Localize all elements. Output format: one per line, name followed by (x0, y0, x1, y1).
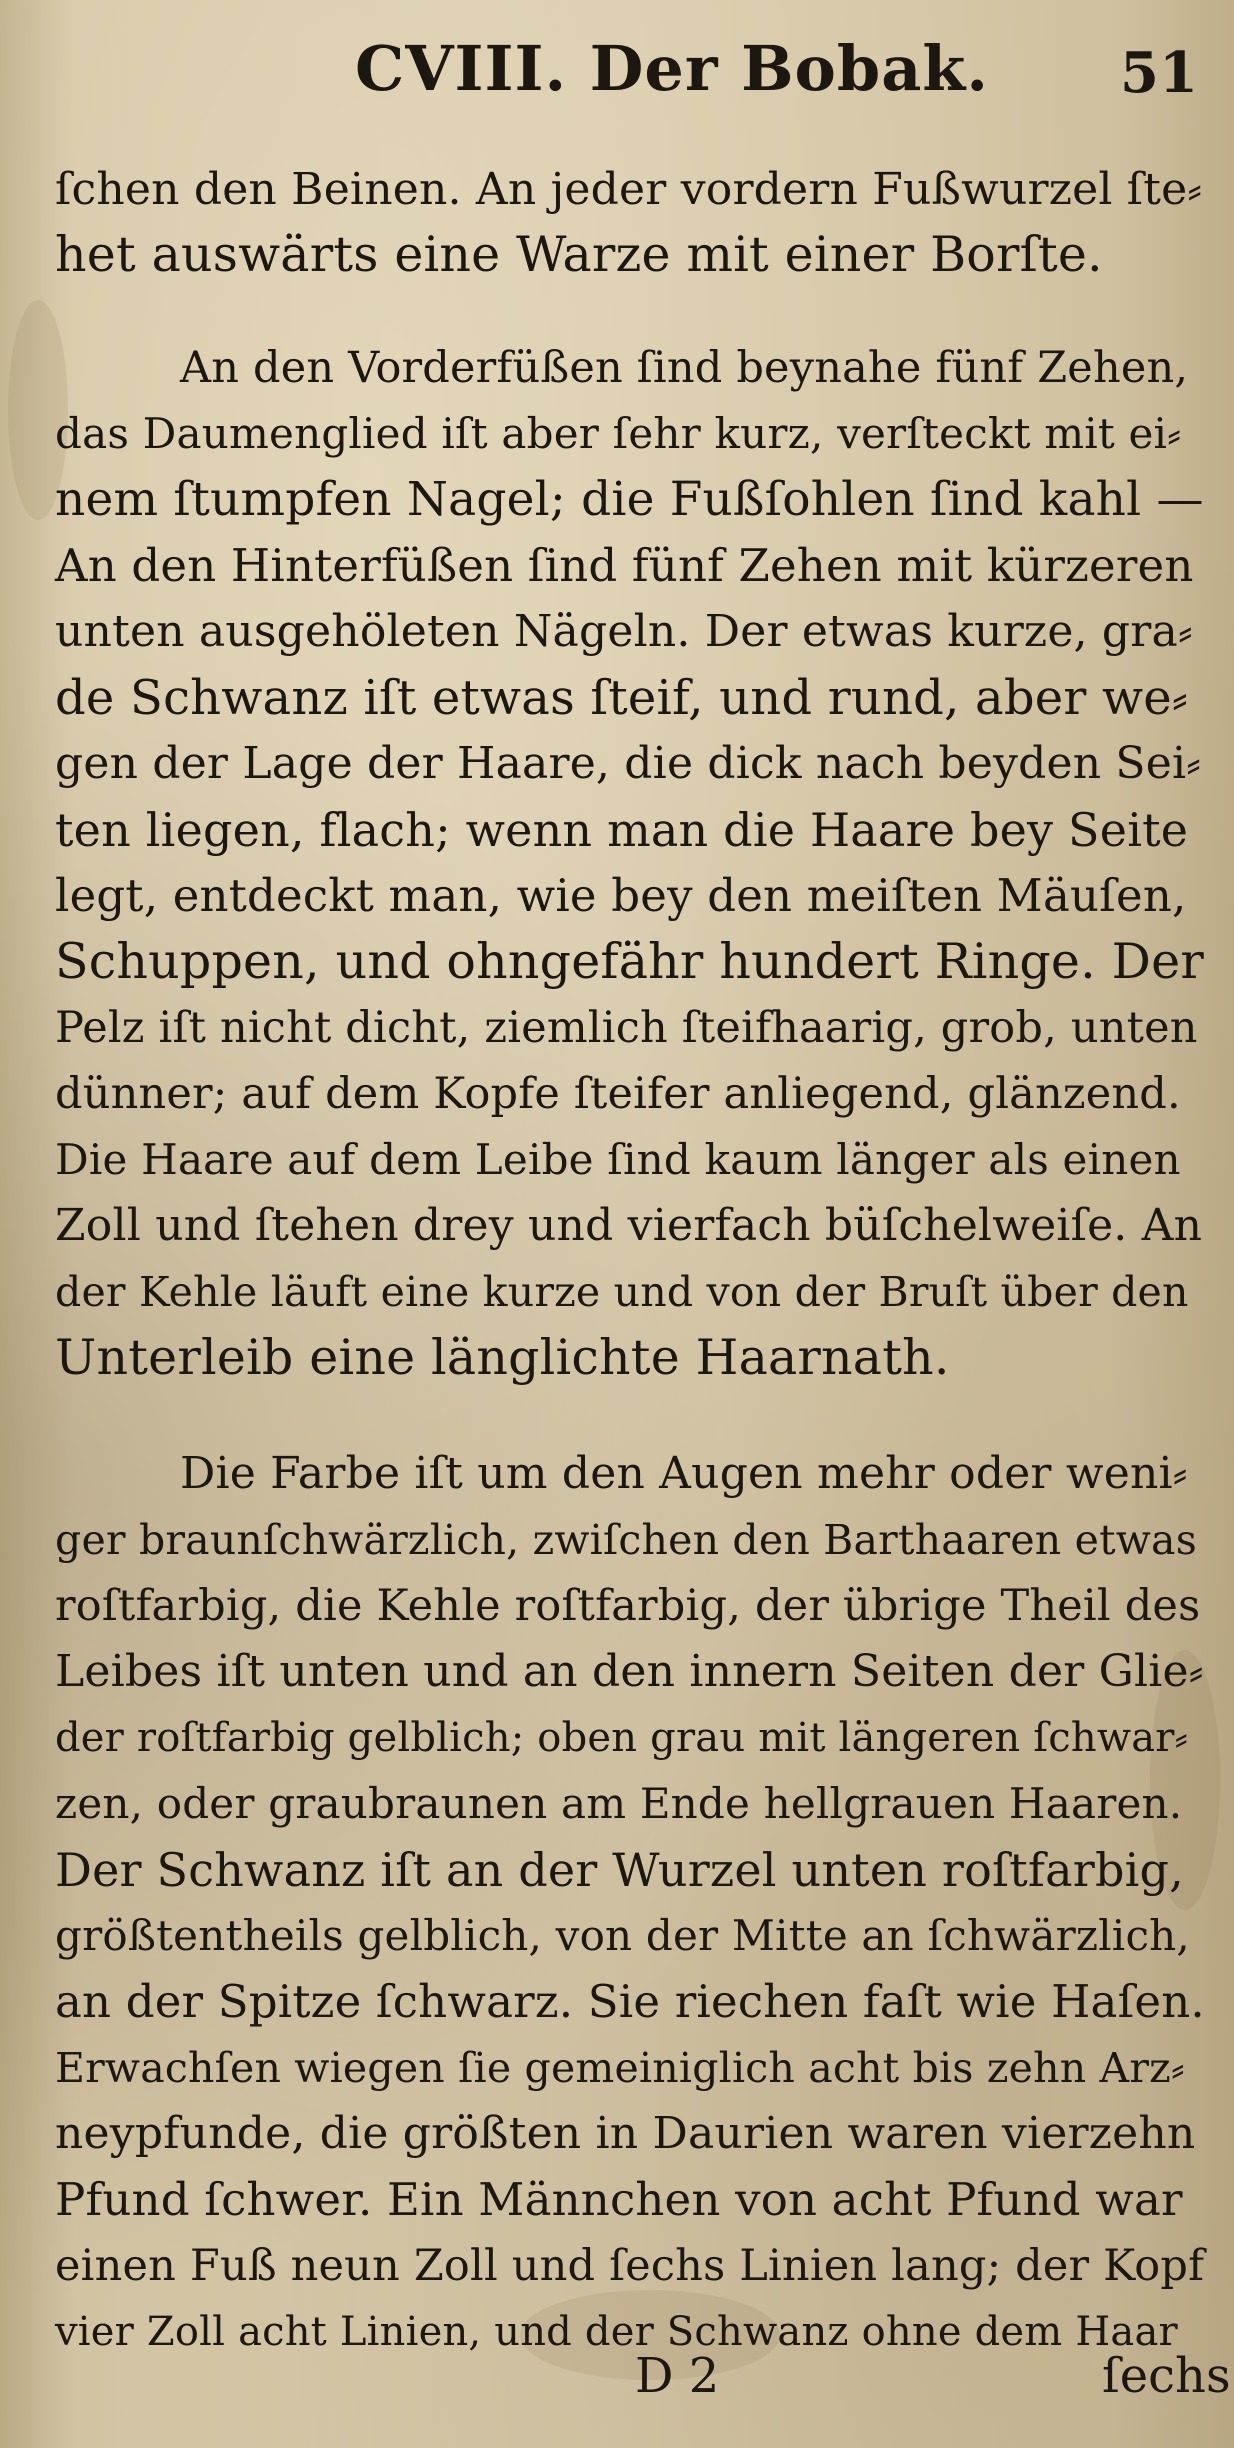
text-line: Pelz iſt nicht dicht, ziemlich ſteifhaarig, grob, unten (55, 1003, 1198, 1053)
text-line: zen, oder graubraunen am Ende hellgrauen Haaren. (55, 1779, 1183, 1828)
text-line: An den Hinterfüßen ſind fünf Zehen mit kürzeren (55, 539, 1194, 592)
text-line: ſchen den Beinen. An jeder vordern Fußwurzel ſte⸗ (55, 164, 1203, 215)
text-line: das Daumenglied iſt aber ſehr kurz, verſteckt mit ei⸗ (55, 409, 1182, 458)
text-line: nem ſtumpfen Nagel; die Fußſohlen ſind kahl — (55, 472, 1204, 527)
text-line: het auswärts eine Warze mit einer Borſte. (55, 226, 1103, 283)
text-line: An den Vorderfüßen ſind beynahe fünf Zehen, (180, 343, 1189, 393)
text-line: der Kehle läuft eine kurze und von der Bruſt über den (55, 1268, 1189, 1316)
text-line: ten liegen, flach; wenn man die Haare bey Seite (55, 803, 1189, 857)
text-line: Unterleib eine länglichte Haarnath. (55, 1329, 950, 1386)
text-line: de Schwanz iſt etwas ſteif, und rund, aber we⸗ (55, 670, 1189, 726)
text-line: einen Fuß neun Zoll und ſechs Linien lang; der Kopf (55, 2241, 1205, 2291)
text-line: Die Haare auf dem Leibe ſind kaum länger als einen (55, 1135, 1181, 1184)
text-line: vier Zoll acht Linien, und der Schwanz ohne dem Haar (55, 2309, 1178, 2355)
text-line: neypfunde, die größten in Daurien waren vierzehn (55, 2108, 1196, 2159)
running-title: CVIII. Der Bobak. (355, 32, 989, 105)
page-number: 51 (1120, 40, 1198, 106)
signature-mark: D 2 (635, 2348, 720, 2404)
text-line: Erwachſen wiegen ſie gemeiniglich acht bis zehn Arz⸗ (55, 2044, 1185, 2092)
text-line: Schuppen, und ohngefähr hundert Ringe. Der (55, 933, 1204, 990)
text-line: gen der Lage der Haare, die dick nach beyden Sei⸗ (55, 738, 1202, 789)
running-header (0, 22, 1234, 112)
text-line: Zoll und ſtehen drey und vierfach büſchelweiſe. An (55, 1200, 1203, 1251)
text-line: Leibes iſt unten und an den innern Seiten der Glie⸗ (55, 1646, 1204, 1697)
text-line: größtentheils gelblich, von der Mitte an ſchwärzlich, (55, 1911, 1190, 1960)
text-line: roſtfarbig, die Kehle roſtfarbig, der übrige Theil des (55, 1581, 1201, 1631)
catchword: ſechs (1102, 2348, 1231, 2404)
text-line: der roſtfarbig gelblich; oben grau mit längeren ſchwar⸗ (55, 1715, 1189, 1761)
text-line: ger braunſchwärzlich, zwiſchen den Barthaaren etwas (55, 1516, 1197, 1564)
text-line: legt, entdeckt man, wie bey den meiſten Mäuſen, (55, 869, 1187, 922)
text-line: an der Spitze ſchwarz. Sie riechen faſt wie Haſen. (55, 1975, 1205, 2028)
text-line: unten ausgehöleten Nägeln. Der etwas kurze, gra⸗ (55, 606, 1193, 657)
text-line: Pfund ſchwer. Ein Männchen von acht Pfund war (55, 2173, 1183, 2226)
text-line: dünner; auf dem Kopfe ſteifer anliegend, glänzend. (55, 1069, 1181, 1119)
text-line: Der Schwanz iſt an der Wurzel unten roſtfarbig, (55, 1843, 1184, 1897)
text-line: Die Farbe iſt um den Augen mehr oder weni⸗ (180, 1448, 1188, 1499)
